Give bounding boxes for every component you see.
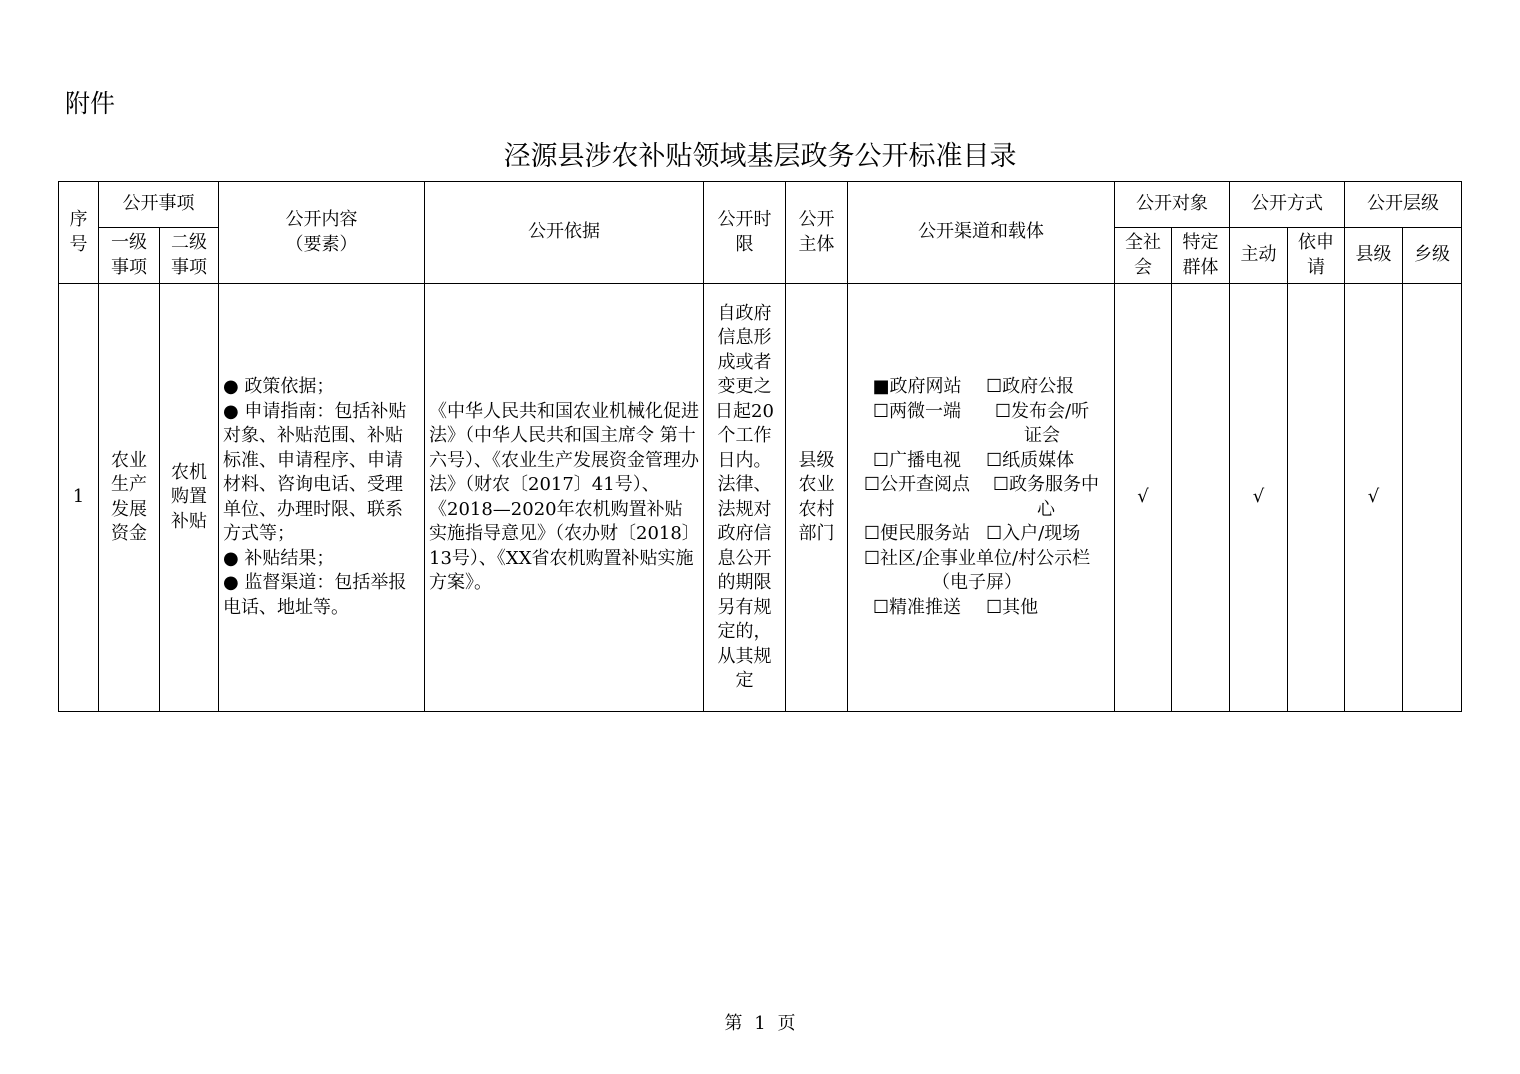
- table-row: [59, 284, 1462, 712]
- attachment-label: 附件: [65, 89, 116, 118]
- channel-reading-point: ☐公开查阅点: [863, 474, 971, 495]
- content-item: ● 申请指南：包括补贴对象、补贴范围、补贴标准、申请程序、申请材料、咨询电话、受理单位、办理时限、联系方式等；: [223, 400, 407, 544]
- channel-paper: ☐纸质媒体: [986, 449, 1075, 471]
- row-content: [219, 284, 425, 712]
- channel-broadcast: ☐广播电视: [872, 449, 962, 471]
- row-level2: 农机购置补贴: [160, 284, 219, 712]
- header-target-specific: 特定群体: [1172, 228, 1230, 284]
- channel-door-to-door: ☐入户/现场: [986, 523, 1081, 544]
- header-target-all: 全社会: [1115, 228, 1172, 284]
- header-level-group: 公开层级: [1345, 182, 1462, 228]
- row-level-county: √: [1345, 284, 1403, 712]
- header-level-township: 乡级: [1403, 228, 1462, 284]
- header-item-level1: 一级事项: [99, 228, 160, 284]
- header-basis: 公开依据: [425, 182, 704, 284]
- header-mode-request: 依申请: [1288, 228, 1345, 284]
- row-seq: 1: [59, 284, 99, 712]
- channel-bulletin: ☐社区/企事业单位/村公示栏（电子屏）: [863, 547, 1091, 593]
- footer-suffix: 页: [777, 1013, 796, 1034]
- header-target-group: 公开对象: [1115, 182, 1230, 228]
- channel-convenience-station: ☐便民服务站: [863, 523, 971, 544]
- channel-website: ■政府网站: [872, 376, 962, 397]
- row-time-limit: 自政府信息形成或者变更之日起20个工作日内。法律、法规对政府信息公开的期限另有规定的，从其规定: [704, 284, 786, 712]
- content-item: ● 监督渠道：包括举报电话、地址等。: [223, 572, 407, 618]
- header-mode-group: 公开方式: [1230, 182, 1345, 228]
- page-footer: [0, 1009, 1520, 1035]
- row-subject: 县级农业农村部门: [786, 284, 848, 712]
- row-level1: 农业生产发展资金: [99, 284, 160, 712]
- header-item-group: 公开事项: [99, 182, 219, 228]
- header-seq: 序号: [59, 182, 99, 284]
- channel-two-micro: ☐两微一端: [872, 400, 962, 422]
- channel-press: ☐发布会/听证会: [994, 400, 1090, 446]
- header-time-limit: 公开时限: [704, 182, 786, 284]
- document-title: 泾源县涉农补贴领域基层政务公开标准目录: [503, 141, 1017, 172]
- row-mode-active: √: [1230, 284, 1288, 712]
- header-channels: 公开渠道和载体: [848, 182, 1115, 284]
- catalog-table: [58, 181, 1462, 712]
- header-item-level2: 二级事项: [160, 228, 219, 284]
- channel-gazette: ☐政府公报: [986, 376, 1075, 397]
- row-basis: 《中华人民共和国农业机械化促进法》（中华人民共和国主席令 第十六号）、《农业生产发展资金管理办法》（财农〔2017〕41号）、《2018—2020年农机购置补贴实施指导意见》（农办财〔2018〕13号）、《XX省农机购置补贴实施方案》。: [425, 284, 704, 712]
- footer-prefix: 第: [724, 1013, 743, 1034]
- row-target-specific: [1172, 284, 1230, 712]
- row-channels: [848, 284, 1115, 712]
- header-mode-active: 主动: [1230, 228, 1288, 284]
- channel-other: ☐其他: [986, 596, 1039, 618]
- header-level-county: 县级: [1345, 228, 1403, 284]
- content-item: ● 补贴结果；: [223, 547, 335, 569]
- row-mode-request: [1288, 284, 1345, 712]
- content-item: ● 政策依据；: [223, 376, 335, 397]
- header-content: 公开内容 （要素）: [219, 182, 425, 284]
- page-number: 1: [754, 1013, 766, 1034]
- channel-precise-push: ☐精准推送: [872, 596, 962, 618]
- header-subject: 公开主体: [786, 182, 848, 284]
- row-level-township: [1403, 284, 1462, 712]
- row-target-all: √: [1115, 284, 1172, 712]
- channel-service-center: ☐政务服务中心: [992, 474, 1100, 520]
